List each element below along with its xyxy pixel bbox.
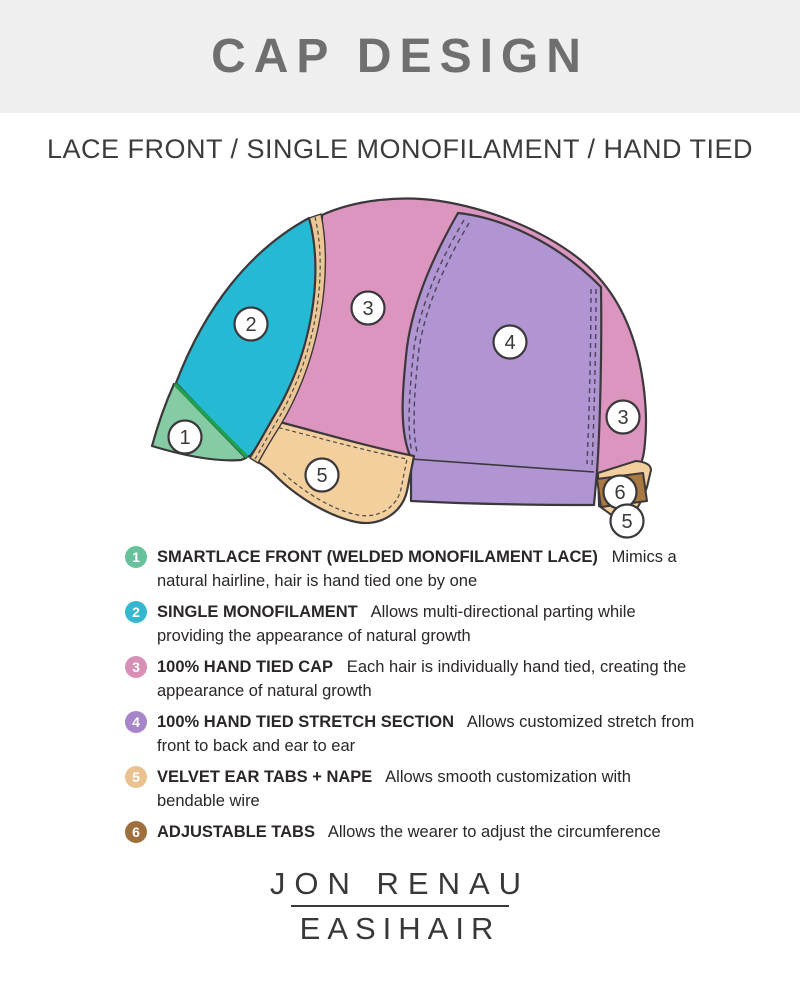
marker-number: 5 (621, 511, 633, 533)
cap-diagram (0, 192, 800, 547)
cap-diagram-svg (0, 192, 800, 547)
legend-bullet: 5 (125, 766, 147, 788)
legend-text (157, 710, 702, 758)
legend-title: VELVET EAR TABS + NAPE (157, 768, 373, 786)
legend-title: SMARTLACE FRONT (WELDED MONOFILAMENT LACE) (157, 548, 598, 566)
legend-text (157, 655, 702, 703)
marker-number: 2 (245, 314, 257, 336)
legend-item (125, 655, 745, 703)
logo-divider (291, 905, 509, 907)
cap-subtitle: LACE FRONT / SINGLE MONOFILAMENT / HAND TIED (46, 134, 754, 164)
legend-title: 100% HAND TIED CAP (157, 658, 334, 676)
legend-description: Each hair is individually hand tied, creating the appearance of natural growth (157, 658, 687, 700)
marker-number: 3 (362, 298, 374, 320)
page-title: CAP DESIGN (211, 30, 589, 83)
legend-bullet: 4 (125, 711, 147, 733)
legend-description: Allows customized stretch from front to back and ear to ear (157, 713, 695, 755)
marker-number: 1 (179, 427, 191, 449)
legend-title: 100% HAND TIED STRETCH SECTION (157, 713, 455, 731)
legend-description: Allows multi-directional parting while providing the appearance of natural growth (157, 603, 636, 645)
legend-item (125, 765, 745, 813)
legend-bullet: 3 (125, 656, 147, 678)
legend-description: Allows smooth customization with bendable wire (157, 768, 631, 810)
legend-bullet: 6 (125, 821, 147, 843)
legend-item (125, 710, 745, 758)
legend-item (125, 545, 745, 593)
sub-brand-name: EASIHAIR (299, 911, 501, 946)
legend-text (157, 765, 702, 813)
legend-bullet: 2 (125, 601, 147, 623)
legend-description: Mimics a natural hairline, hair is hand tied one by one (157, 548, 677, 590)
legend-text (157, 545, 702, 593)
legend-title: SINGLE MONOFILAMENT (157, 603, 358, 621)
legend-text (157, 820, 702, 844)
marker-number: 5 (316, 465, 328, 487)
legend-description: Allows the wearer to adjust the circumference (319, 823, 661, 841)
marker-number: 6 (614, 482, 626, 504)
brand-name: JON RENAU (269, 866, 531, 901)
legend-title: ADJUSTABLE TABS (157, 823, 315, 841)
marker-number: 4 (504, 332, 516, 354)
header-band (0, 0, 800, 113)
legend-bullet: 1 (125, 546, 147, 568)
legend-item (125, 820, 745, 844)
legend-item (125, 600, 745, 648)
brand-logo (0, 866, 800, 947)
legend-text (157, 600, 702, 648)
marker-number: 3 (617, 407, 629, 429)
cap-legend (125, 545, 745, 851)
